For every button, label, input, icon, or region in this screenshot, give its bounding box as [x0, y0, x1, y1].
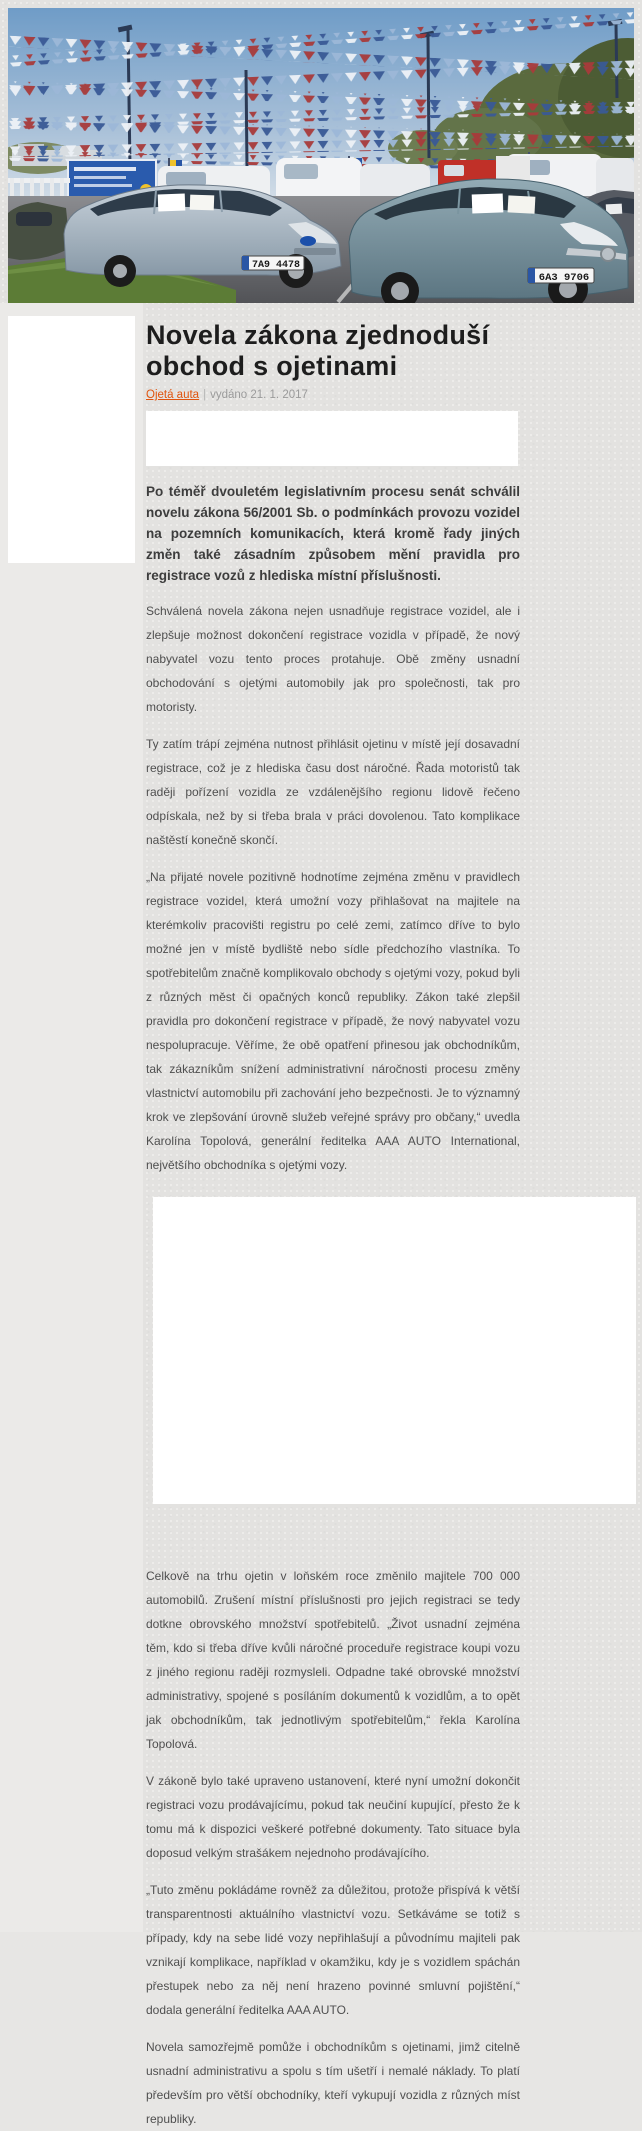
- windshield-papers-right: [472, 193, 504, 213]
- article-paragraph: „Tuto změnu pokládáme rovněž za důležitou, protože přispívá k větší transparentnosti aktuálního vlastnictví vozu. Setkáváme se totiž s případy, kdy na sebe lidé vozy nepřihlašují a původnímu majiteli pak vznikají komplikace, například v okamžiku, kdy je s vozidlem spáchán přestupek nebo za něj není hrazeno povinné smluvní pojištění,“ dodala generální ředitelka AAA AUTO.: [146, 1883, 520, 2017]
- article-meta: [146, 389, 520, 401]
- article-title: Novela zákona zjednoduší obchod s ojetinami: [146, 320, 490, 381]
- article-paragraph: Ty zatím trápí zejména nutnost přihlásit ojetinu v místě její dosavadní registrace, což je z hlediska času dost náročné. Řada motoristů tak raději pořízení vozidla ze vzdálenějšího regionu lidově řečeno odpískala, než by si třeba brala v práci dovolenou. Tato komplikace naštěstí konečně skončí.: [146, 737, 520, 847]
- sidebar-ad-placeholder: [8, 316, 135, 563]
- ford-badge: [300, 236, 316, 246]
- car-lot-photo-illustration: [8, 8, 634, 303]
- dark-cars-left: [8, 202, 70, 260]
- article-paragraph: V zákoně bylo také upraveno ustanovení, které nyní umožní dokončit registraci vozu prodávajícímu, pokud tak neučiní kupující, přesto že k tomu má k dispozici veškeré potřebné dokumenty. Tato situace byla doposud velkým strašákem nejednoho prodávajícího.: [146, 1774, 520, 1860]
- article-lead: Po téměř dvouletém legislativním procesu senát schválil novelu zákona 56/2001 Sb. o podmínkách provozu vozidel na pozemních komunikacích, která kromě řady jiných změn také zásadním způsobem mění pravidla pro registrace vozů z hlediska místní příslušnosti.: [146, 484, 520, 583]
- inline-figure-placeholder: [153, 1197, 636, 1504]
- article: [146, 320, 520, 2131]
- article-body: [146, 599, 520, 2131]
- article-photo: [8, 8, 634, 303]
- publish-date: vydáno 21. 1. 2017: [210, 389, 308, 401]
- license-plate-left: [242, 256, 304, 271]
- article-paragraph: Schválená novela zákona nejen usnadňuje registrace vozidel, ale i zlepšuje možnost dokončení registrace vozidla v případě, že nový nabyvatel vozu tento proces protahuje. Obě změny usnadní obchodování s ojetými automobily jak pro společnosti, tak pro motoristy.: [146, 604, 520, 714]
- windshield-papers-left: [158, 194, 186, 212]
- license-plate-left-text: 7A9 4478: [251, 260, 301, 271]
- article-paragraph: Celkově na trhu ojetin v loňském roce změnilo majitele 700 000 automobilů. Zrušení místní příslušnosti pro jejich registraci se tedy dotkne obrovského množství spotřebitelů. „Život usnadní zejména těm, kdo si třeba dříve kvůli náročné proceduře registrace koupi vozu z jiného regionu raději rozmysleli. Odpadne také obrovské množství administrativy, spojené s posíláním dokumentů k vozidlům, a to opět jak obchodníkům, tak jednotlivým spotřebitelům,“ řekla Karolína Topolová.: [146, 1569, 520, 1751]
- meta-separator: |: [203, 389, 207, 401]
- category-link[interactable]: Ojetá auta: [146, 389, 200, 401]
- article-paragraph: „Na přijaté novele pozitivně hodnotíme zejména změnu v pravidlech registrace vozidel, která umožní vozy přihlašovat na majitele na kterémkoliv pracovišti registru po celé zemi, zatímco dříve to bylo možné jen v místě bydliště nebo sídle předchozího vlastníka. To spotřebitelům značně komplikovalo obchody s ojetými vozy, pokud byli z různých měst či opačných konců republiky. Zákon také zlepšil pravidla pro dokončení registrace v případě, že nový nabyvatel vozu nespolupracuje. Věříme, že obě opatření přinesou jak obchodníkům, tak zákazníkům snížení administrativní náročnosti procesu změny vlastnictví automobilu při zachování jeho bezpečnosti. Je to významný krok ve zlepšování úrovně služeb veřejné správy pro občany,“ uvedla Karolína Topolová, generální ředitelka AAA AUTO International, největšího obchodníka s ojetými vozy.: [146, 870, 520, 1172]
- nissan-badge: [601, 247, 615, 261]
- license-plate-right-text: 6A3 9706: [538, 272, 590, 284]
- article-paragraph: Novela samozřejmě pomůže i obchodníkům s ojetinami, jimž citelně usnadní administrativu a spolu s tím ušetří i nemalé náklady. To platí především pro větší obchodníky, kteří vykupují vozidla z různých míst republiky.: [146, 2040, 520, 2126]
- top-ad-placeholder: [146, 411, 518, 466]
- license-plate-right: [528, 268, 594, 284]
